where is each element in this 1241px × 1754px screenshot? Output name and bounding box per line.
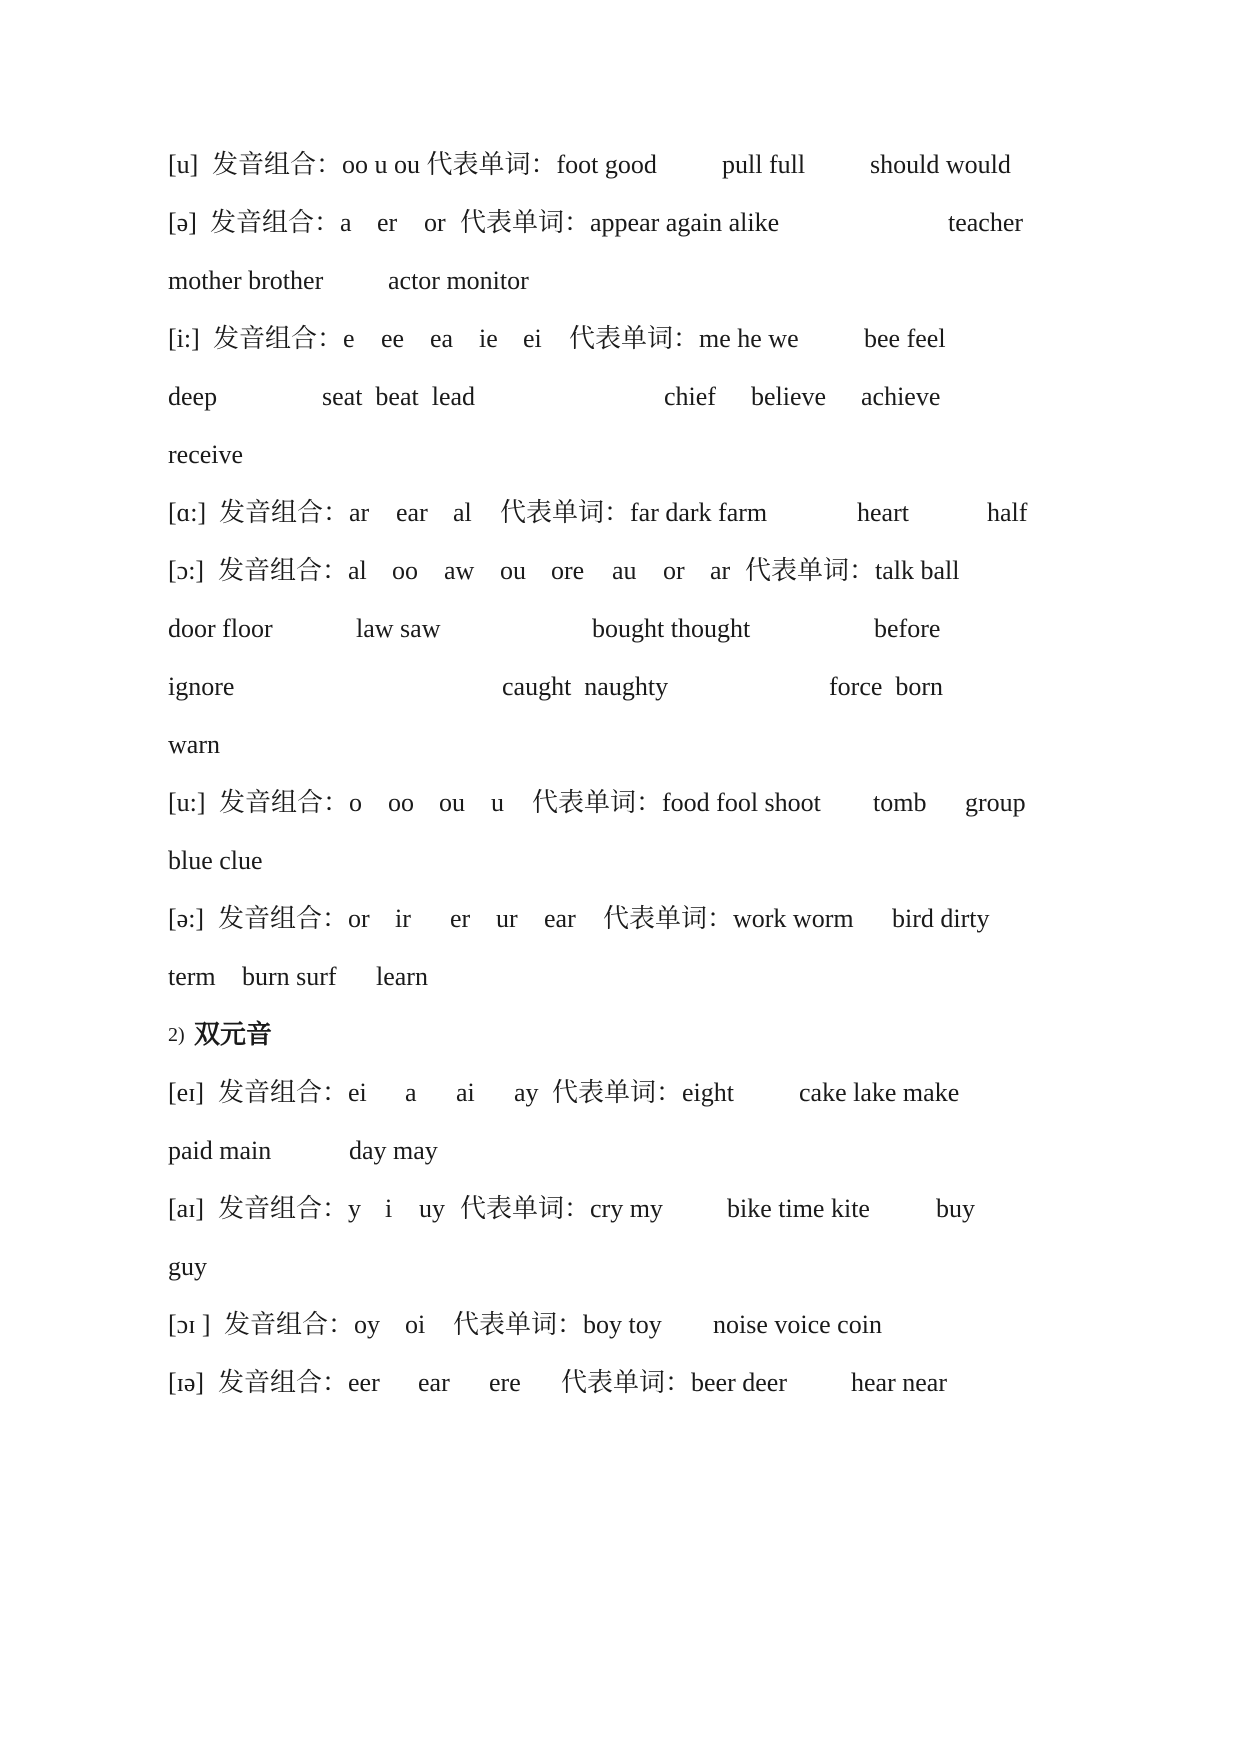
words-label: 代表单词：eight [552, 1078, 734, 1107]
entry-er-long [0, 895, 1241, 943]
combination-label: 发音组合：ei [218, 1078, 367, 1107]
entry-i-long-cont [0, 373, 1241, 421]
example-words: tomb [873, 788, 927, 817]
combination: ee [381, 324, 405, 353]
combination: ar [710, 556, 731, 585]
phonetic-symbol: [aɪ] [168, 1194, 205, 1223]
heading-number: 2) [168, 1024, 185, 1046]
combination: oo [388, 788, 414, 817]
entry-a-long [0, 489, 1241, 537]
combination: ear [418, 1368, 450, 1397]
example-words: guy [168, 1252, 207, 1281]
example-words: cake lake make [799, 1078, 960, 1107]
example-words: day may [349, 1136, 438, 1165]
example-words: bird dirty [892, 904, 990, 933]
example-words: group [965, 788, 1026, 817]
entry-i-long-cont2 [0, 431, 1241, 479]
example-words: bought thought [592, 614, 751, 643]
example-words: deep [168, 382, 218, 411]
combination: ore [551, 556, 585, 585]
entry-i-long [0, 315, 1241, 363]
entry-u-long [0, 779, 1241, 827]
words-label: 代表单词：talk ball [745, 556, 960, 585]
example-words: chief [664, 382, 716, 411]
example-words: bee feel [864, 324, 946, 353]
combination: ai [456, 1078, 475, 1107]
combination-label: 发音组合：eer [218, 1368, 380, 1397]
example-words: actor monitor [388, 266, 529, 295]
entry-ei [0, 1069, 1241, 1117]
example-words: should would [870, 150, 1011, 179]
words-label: 代表单词：work worm [603, 904, 854, 933]
example-words: ignore [168, 672, 235, 701]
phonetic-symbol: [eɪ] [168, 1078, 205, 1107]
combination: oi [405, 1310, 426, 1339]
phonetic-symbol: [i:] [168, 324, 200, 353]
combination: aw [444, 556, 475, 585]
combination: oo [392, 556, 418, 585]
combination: ere [489, 1368, 521, 1397]
entry-u-short [0, 141, 1241, 189]
entry-oi [0, 1301, 1241, 1349]
example-words: mother brother [168, 266, 324, 295]
phonetic-symbol: [u] [168, 150, 199, 179]
example-words: force born [829, 672, 944, 701]
combination-label: 发音组合：al [218, 556, 367, 585]
combination: or [663, 556, 685, 585]
phonetic-symbol: [ɔɪ ] [168, 1310, 211, 1339]
combination: ea [430, 324, 454, 353]
words-label: 代表单词：appear again alike [460, 208, 780, 237]
example-words: door floor [168, 614, 273, 643]
example-words: noise voice coin [713, 1310, 882, 1339]
combination: i [385, 1194, 393, 1223]
words-label: 代表单词：far dark farm [500, 498, 768, 527]
entry-o-long-cont [0, 605, 1241, 653]
combination: or [424, 208, 446, 237]
entry-o-long-cont2 [0, 663, 1241, 711]
combination: a [405, 1078, 417, 1107]
example-words: burn surf [242, 962, 337, 991]
combination: ear [396, 498, 428, 527]
example-words: learn [376, 962, 428, 991]
combination: ur [496, 904, 518, 933]
phonetic-symbol: [ɑ:] [168, 498, 207, 527]
example-words: buy [936, 1194, 975, 1223]
combination: er [450, 904, 471, 933]
example-words: blue clue [168, 846, 263, 875]
example-words: achieve [861, 382, 941, 411]
entry-o-long-cont3 [0, 721, 1241, 769]
combination-label: 发音组合：or [218, 904, 370, 933]
combination: ie [479, 324, 498, 353]
example-words: law saw [356, 614, 441, 643]
entry-schwa [0, 199, 1241, 247]
phonetic-symbol: [ɔ:] [168, 556, 205, 585]
entry-ai [0, 1185, 1241, 1233]
entry-ai-cont [0, 1243, 1241, 1291]
section-heading [0, 1011, 1241, 1059]
phonetic-symbol: [ə] [168, 208, 197, 237]
combination: ou [500, 556, 526, 585]
example-words: hear near [851, 1368, 947, 1397]
combination-label: 发音组合：oo u ou 代表单词：foot good [212, 150, 657, 179]
phonetic-symbol: [ə:] [168, 904, 205, 933]
phonetic-symbol: [u:] [168, 788, 206, 817]
example-words: heart [857, 498, 909, 527]
combination: ou [439, 788, 465, 817]
phonetic-symbol: [ɪə] [168, 1368, 205, 1397]
example-words: bike time kite [727, 1194, 870, 1223]
combination: ear [544, 904, 576, 933]
combination-label: 发音组合：e [213, 324, 355, 353]
entry-schwa-cont [0, 257, 1241, 305]
combination: ay [514, 1078, 539, 1107]
heading-title: 双元音 [194, 1020, 273, 1050]
combination-label: 发音组合：o [219, 788, 363, 817]
example-words: warn [168, 730, 220, 759]
entry-u-long-cont [0, 837, 1241, 885]
example-words: receive [168, 440, 244, 469]
words-label: 代表单词：food fool shoot [532, 788, 821, 817]
entry-er-long-cont [0, 953, 1241, 1001]
combination-label: 发音组合：oy [224, 1310, 381, 1339]
words-label: 代表单词：beer deer [561, 1368, 787, 1397]
example-words: believe [751, 382, 827, 411]
example-words: seat beat lead [322, 382, 476, 411]
example-words: before [874, 614, 941, 643]
combination: al [453, 498, 472, 527]
example-words: term [168, 962, 216, 991]
example-words: half [987, 498, 1028, 527]
combination: u [491, 788, 504, 817]
entry-o-long [0, 547, 1241, 595]
words-label: 代表单词：cry my [460, 1194, 663, 1223]
words-label: 代表单词：boy toy [453, 1310, 662, 1339]
combination-label: 发音组合：ar [219, 498, 370, 527]
words-label: 代表单词：me he we [569, 324, 799, 353]
combination: uy [419, 1194, 445, 1223]
entry-ie [0, 1359, 1241, 1407]
example-words: caught naughty [502, 672, 669, 701]
combination: au [612, 556, 637, 585]
combination-label: 发音组合：y [218, 1194, 362, 1223]
example-words: paid main [168, 1136, 272, 1165]
combination-label: 发音组合：a [210, 208, 352, 237]
example-words: teacher [948, 208, 1024, 237]
example-words: pull full [722, 150, 806, 179]
entry-ei-cont [0, 1127, 1241, 1175]
combination: ei [523, 324, 542, 353]
combination: er [377, 208, 398, 237]
combination: ir [395, 904, 411, 933]
